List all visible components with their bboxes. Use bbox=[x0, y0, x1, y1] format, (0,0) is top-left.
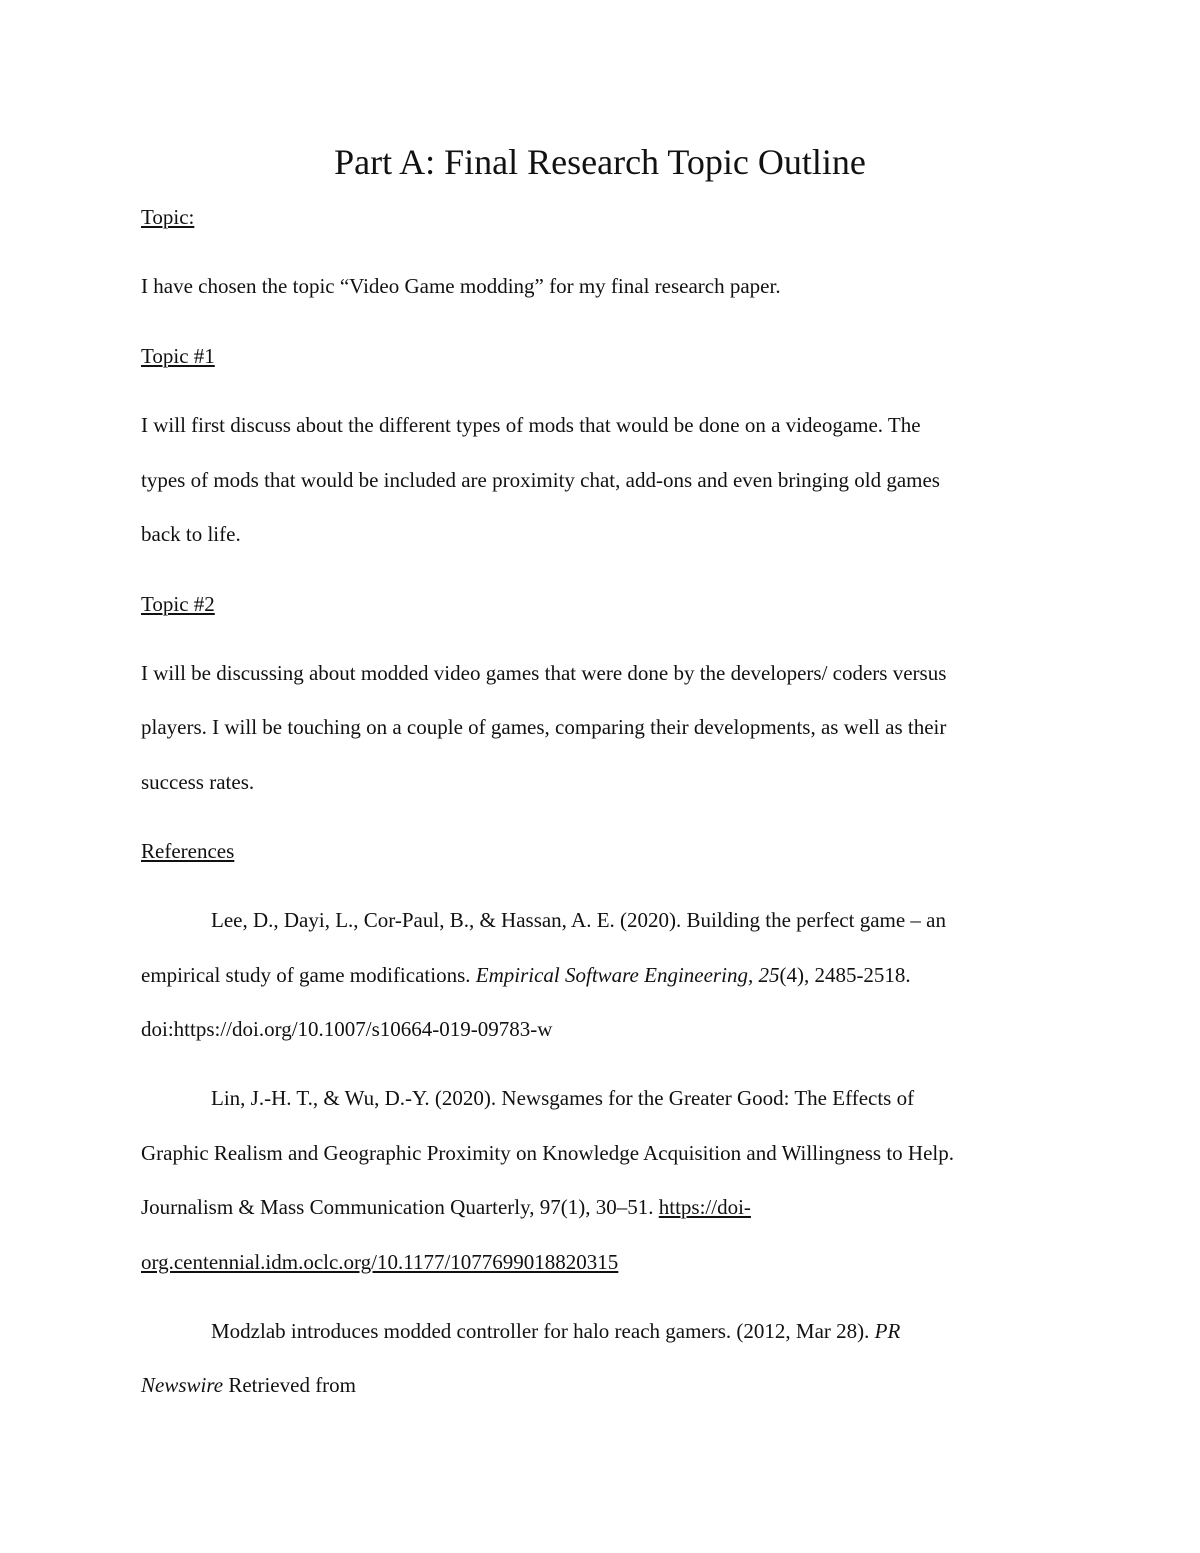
reference-2-link[interactable]: org.centennial.idm.oclc.org/10.1177/1077699018820315 bbox=[141, 1250, 619, 1274]
topic1-heading: Topic #1 bbox=[141, 344, 215, 368]
publication-title: Newswire bbox=[141, 1373, 224, 1397]
reference-1-line: Lee, D., Dayi, L., Cor-Paul, B., & Hassan, A. E. (2020). Building the perfect game – an bbox=[211, 908, 946, 932]
topic2-line: I will be discussing about modded video games that were done by the developers/ coders versus bbox=[141, 661, 947, 685]
topic1-line: types of mods that would be included are proximity chat, add-ons and even bringing old games bbox=[141, 468, 940, 492]
reference-2-line bbox=[141, 1193, 751, 1221]
reference-3-line bbox=[141, 1371, 356, 1399]
topic2-line: success rates. bbox=[141, 770, 255, 794]
journal-title: Empirical Software Engineering, 25 bbox=[475, 963, 780, 987]
topic-heading: Topic: bbox=[141, 205, 195, 229]
reference-2-text: Journalism & Mass Communication Quarterly, 97(1), 30–51. bbox=[141, 1195, 659, 1219]
topic1-line: back to life. bbox=[141, 522, 241, 546]
page-title: Part A: Final Research Topic Outline bbox=[334, 142, 866, 182]
publication-title: PR bbox=[874, 1319, 901, 1343]
reference-3-line bbox=[211, 1317, 900, 1345]
reference-2-link[interactable]: https://doi- bbox=[658, 1195, 751, 1219]
reference-1-text: (4), 2485-2518. bbox=[779, 963, 911, 987]
topic1-line: I will first discuss about the different types of mods that would be done on a videogame. The bbox=[141, 413, 921, 437]
topic2-line: players. I will be touching on a couple of games, comparing their developments, as well as their bbox=[141, 715, 947, 739]
reference-2-line: Lin, J.-H. T., & Wu, D.-Y. (2020). Newsgames for the Greater Good: The Effects of bbox=[211, 1086, 915, 1110]
topic-text: I have chosen the topic “Video Game modding” for my final research paper. bbox=[141, 274, 781, 298]
reference-2-line: Graphic Realism and Geographic Proximity on Knowledge Acquisition and Willingness to Help. bbox=[141, 1141, 954, 1165]
reference-1-text: empirical study of game modifications. bbox=[141, 963, 476, 987]
reference-1-line bbox=[141, 961, 911, 989]
references-heading: References bbox=[141, 839, 235, 863]
reference-3-text: Retrieved from bbox=[223, 1373, 357, 1397]
reference-3-text: Modzlab introduces modded controller for halo reach gamers. (2012, Mar 28). bbox=[211, 1319, 875, 1343]
reference-1-doi: doi:https://doi.org/10.1007/s10664-019-09783-w bbox=[141, 1017, 553, 1041]
topic2-heading: Topic #2 bbox=[141, 592, 215, 616]
